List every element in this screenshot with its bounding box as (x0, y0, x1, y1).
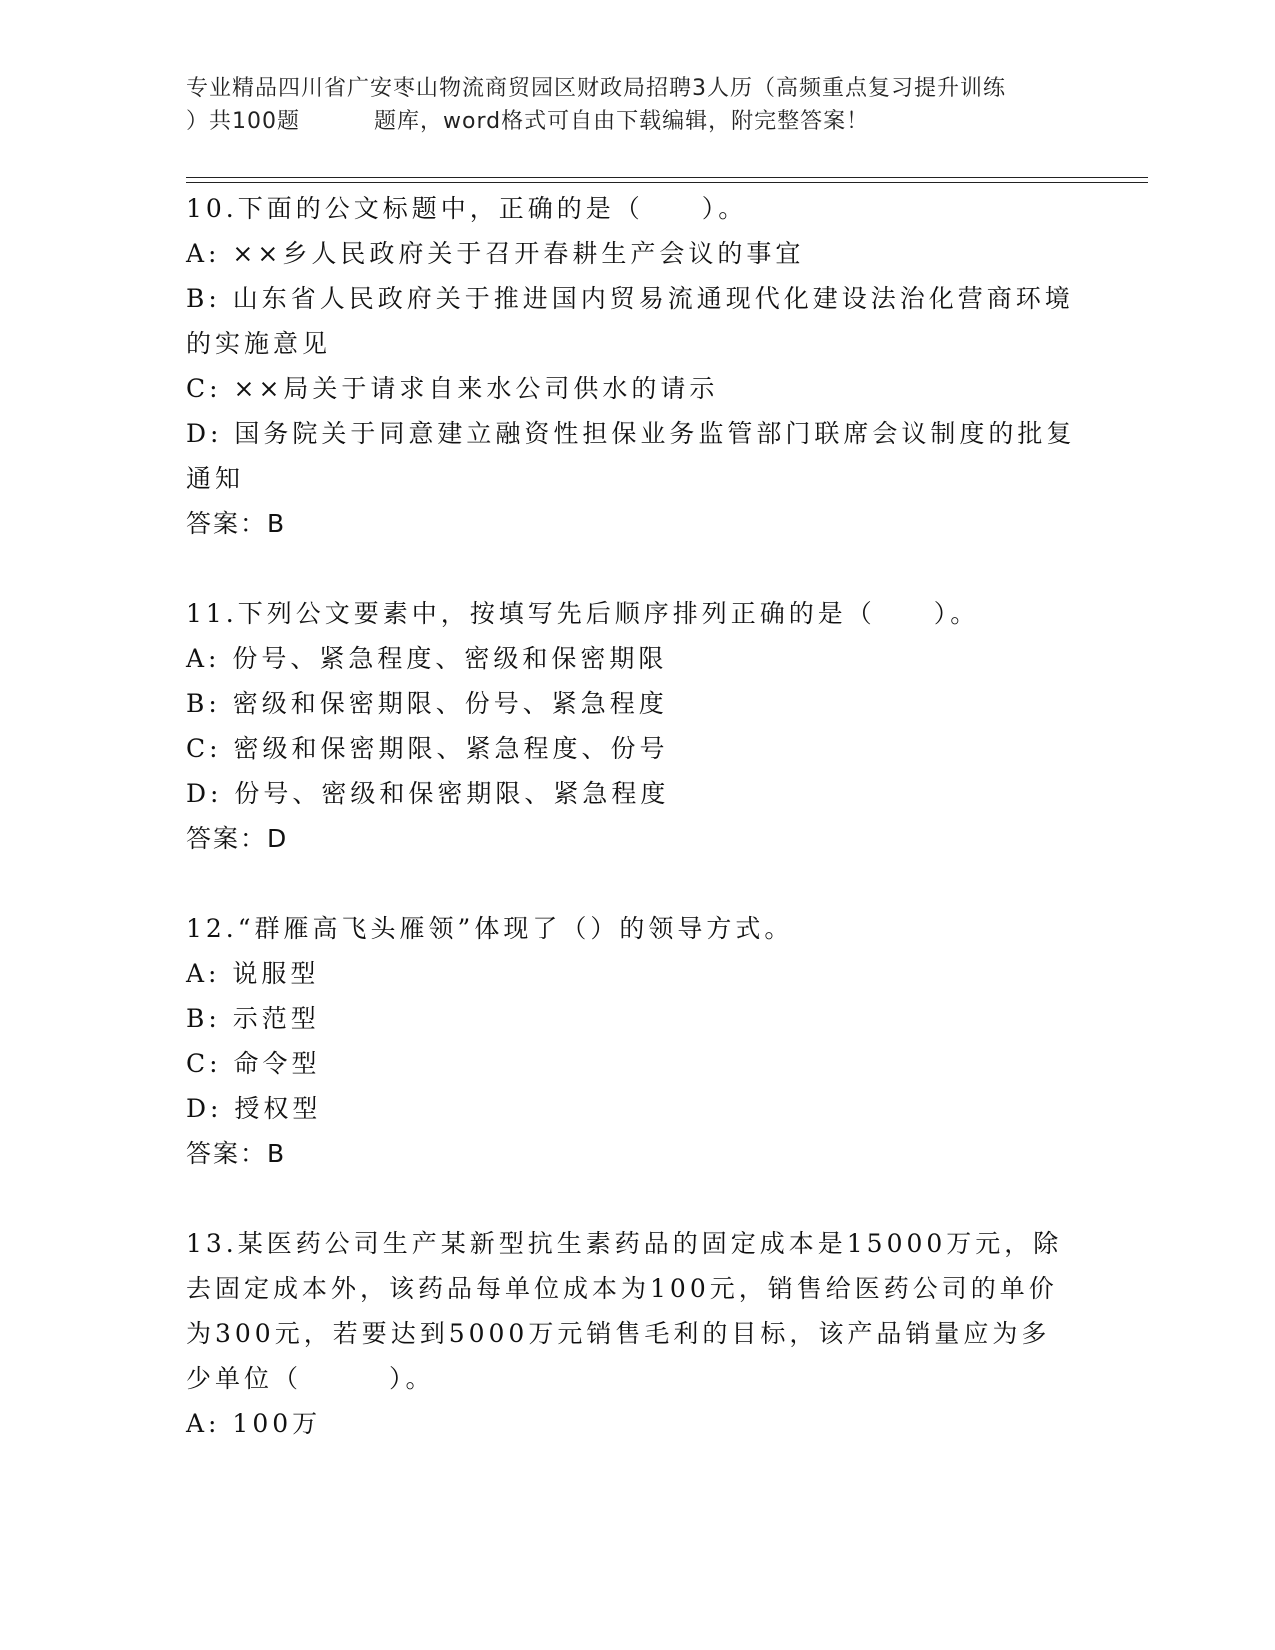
header-rule-top (186, 177, 1148, 178)
question-10 (186, 186, 1076, 546)
header-rule-bottom (186, 182, 1148, 183)
option-b: B: 示范型 (186, 1004, 320, 1033)
header-line-2-right: 题库，word格式可自由下载编辑，附完整答案！ (374, 109, 870, 134)
option-b: B: 山东省人民政府关于推进国内贸易流通现代化建设法治化营商环境的实施意见 (186, 284, 1074, 358)
option-d: D: 授权型 (186, 1094, 322, 1123)
header-line-2 (186, 105, 1086, 138)
answer-line: 答案：D (186, 824, 289, 853)
option-a: A: ××乡人民政府关于召开春耕生产会议的事宜 (186, 239, 805, 268)
question-text: 13.某医药公司生产某新型抗生素药品的固定成本是15000万元，除去固定成本外，该药品每单位成本为100元，销售给医药公司的单价为300元，若要达到5000万元销售毛利的目标，该产品销量应为多少单位（ ）。 (186, 1229, 1063, 1393)
option-c: C: ××局关于请求自来水公司供水的请示 (186, 374, 719, 403)
question-list (186, 186, 1076, 1446)
answer-line: 答案：B (186, 509, 287, 538)
question-12 (186, 906, 1076, 1176)
answer-line: 答案：B (186, 1139, 287, 1168)
option-a: A: 100万 (186, 1409, 322, 1438)
option-a: A: 说服型 (186, 959, 320, 988)
option-d: D: 国务院关于同意建立融资性担保业务监管部门联席会议制度的批复通知 (186, 419, 1076, 493)
question-11 (186, 591, 1076, 861)
header-line-1: 专业精品四川省广安枣山物流商贸园区财政局招聘3人历（高频重点复习提升训练 (186, 76, 1006, 101)
option-d: D: 份号、密级和保密期限、紧急程度 (186, 779, 670, 808)
question-13 (186, 1221, 1076, 1446)
header-line-2-left: ）共100题 (186, 109, 300, 134)
option-b: B: 密级和保密期限、份号、紧急程度 (186, 689, 668, 718)
question-text: 12.“群雁高飞头雁领”体现了（）的领导方式。 (186, 914, 794, 943)
page-header (186, 72, 1086, 138)
question-text: 10.下面的公文标题中，正确的是（ ）。 (186, 194, 748, 223)
option-a: A: 份号、紧急程度、密级和保密期限 (186, 644, 668, 673)
option-c: C: 密级和保密期限、紧急程度、份号 (186, 734, 669, 763)
question-text: 11.下列公文要素中，按填写先后顺序排列正确的是（ ）。 (186, 599, 980, 628)
option-c: C: 命令型 (186, 1049, 321, 1078)
